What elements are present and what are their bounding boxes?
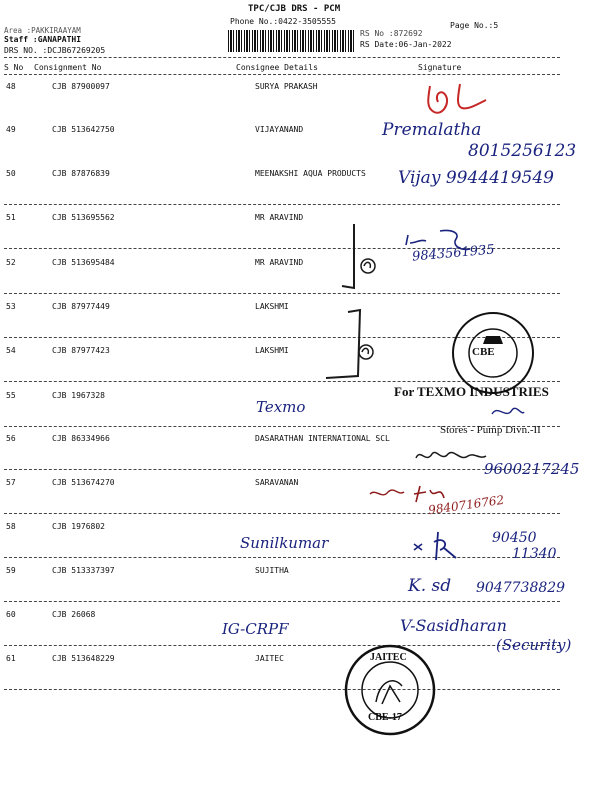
column-divider <box>4 74 560 75</box>
row-consignment: CJB 87876839 <box>52 169 110 178</box>
handwriting-phone-49: 8015256123 <box>468 141 577 161</box>
row-consignment: CJB 1967328 <box>52 391 105 400</box>
row-consignee: JAITEC <box>255 654 284 663</box>
row-consignment: CJB 513642750 <box>52 125 115 134</box>
stamp-company-name: For TEXMO INDUSTRIES <box>394 384 549 399</box>
row-consignment: CJB 513695484 <box>52 258 115 267</box>
row-consignee: SUJITHA <box>255 566 289 575</box>
row-sno: 48 <box>6 82 16 91</box>
row-divider <box>4 204 560 205</box>
row-sno: 55 <box>6 391 16 400</box>
handwriting-ig-crpf: IG-CRPF <box>222 620 289 638</box>
signature-scribble-56 <box>412 444 492 468</box>
header-divider <box>4 57 560 58</box>
row-sno: 56 <box>6 434 16 443</box>
row-sno: 52 <box>6 258 16 267</box>
bracket-mark-53-54 <box>322 308 366 388</box>
drs-number: DRS NO. :DCJB67269205 <box>4 46 106 55</box>
row-divider <box>4 557 560 558</box>
col-signature: Signature <box>418 63 462 72</box>
area-label: Area :PAKKIRAAYAM <box>4 26 81 35</box>
row-consignment: CJB 513337397 <box>52 566 115 575</box>
phone-number: Phone No.:0422-3505555 <box>230 17 336 26</box>
row-consignment: CJB 87977423 <box>52 346 110 355</box>
bracket-mark-51-52 <box>340 222 380 302</box>
row-sno: 51 <box>6 213 16 222</box>
row-consignee: VIJAYANAND <box>255 125 304 134</box>
handwriting-texmo: Texmo <box>256 398 306 416</box>
row-consignee: SARAVANAN <box>255 478 299 487</box>
signature-scribble-55 <box>488 402 528 424</box>
row-consignee: MR ARAVIND <box>255 258 304 267</box>
row-sno: 54 <box>6 346 16 355</box>
page-number: Page No.:5 <box>450 21 499 30</box>
handwriting-premalatha: Premalatha <box>382 120 482 140</box>
row-divider <box>4 645 560 646</box>
row-sno: 61 <box>6 654 16 663</box>
row-consignment: CJB 513695562 <box>52 213 115 222</box>
seal-center-text: CBE <box>472 346 495 358</box>
row-consignment: CJB 513648229 <box>52 654 115 663</box>
row-consignment: CJB 26068 <box>52 610 96 619</box>
rs-number: RS No :872692 <box>360 29 423 38</box>
handwriting-security: (Security) <box>496 636 572 654</box>
row-consignee: LAKSHMI <box>255 346 289 355</box>
row-consignee: MEENAKSHI AQUA PRODUCTS <box>255 169 366 178</box>
staff-label: Staff :GANAPATHI <box>4 35 82 44</box>
handwriting-num1-58: 90450 <box>492 530 537 546</box>
col-consignee: Consignee Details <box>236 63 318 72</box>
signature-scribble-58 <box>410 526 470 566</box>
handwriting-phone-56: 9600217245 <box>484 460 580 478</box>
row-consignment: CJB 1976802 <box>52 522 105 531</box>
jaitec-stamp-top: JAITEC <box>370 652 407 663</box>
handwriting-phone-59: 9047738829 <box>476 580 566 596</box>
row-consignment: CJB 513674270 <box>52 478 115 487</box>
row-divider <box>4 513 560 514</box>
handwriting-vijay: Vijay 9944419549 <box>398 168 554 188</box>
row-sno: 60 <box>6 610 16 619</box>
col-sno: S No <box>4 63 24 72</box>
row-divider <box>4 293 560 294</box>
row-divider <box>4 469 560 470</box>
stamp-department: Stores - Pump Divn.-II <box>440 424 541 436</box>
row-sno: 57 <box>6 478 16 487</box>
row-divider <box>4 689 560 690</box>
row-consignment: CJB 87977449 <box>52 302 110 311</box>
col-consignment: Consignment No <box>34 63 102 72</box>
handwriting-sasidharan: V-Sasidharan <box>400 616 507 635</box>
row-consignee: SURYA PRAKASH <box>255 82 318 91</box>
handwriting-k-sd: K. sd <box>408 576 452 596</box>
row-sno: 59 <box>6 566 16 575</box>
handwriting-phone-52: 9843561935 <box>411 242 496 265</box>
row-divider <box>4 601 560 602</box>
row-sno: 50 <box>6 169 16 178</box>
row-sno: 53 <box>6 302 16 311</box>
signature-scribble-48 <box>420 78 500 118</box>
handwriting-num2-58: 11340 <box>512 546 557 562</box>
row-sno: 58 <box>6 522 16 531</box>
jaitec-stamp-bottom: CBE-17 <box>368 712 402 723</box>
signature-scribble-57a <box>368 484 408 502</box>
handwriting-phone-57: 9840716762 <box>427 492 505 518</box>
row-consignment: CJB 87900097 <box>52 82 110 91</box>
row-consignee: LAKSHMI <box>255 302 289 311</box>
row-consignee: MR ARAVIND <box>255 213 304 222</box>
handwriting-sunilkumar: Sunilkumar <box>240 534 329 552</box>
sheet-title: TPC/CJB DRS - PCM <box>248 4 341 14</box>
barcode <box>228 30 356 52</box>
row-consignee: DASARATHAN INTERNATIONAL SCL <box>255 434 390 443</box>
row-sno: 49 <box>6 125 16 134</box>
row-consignment: CJB 86334966 <box>52 434 110 443</box>
rs-date: RS Date:06-Jan-2022 <box>360 40 452 49</box>
